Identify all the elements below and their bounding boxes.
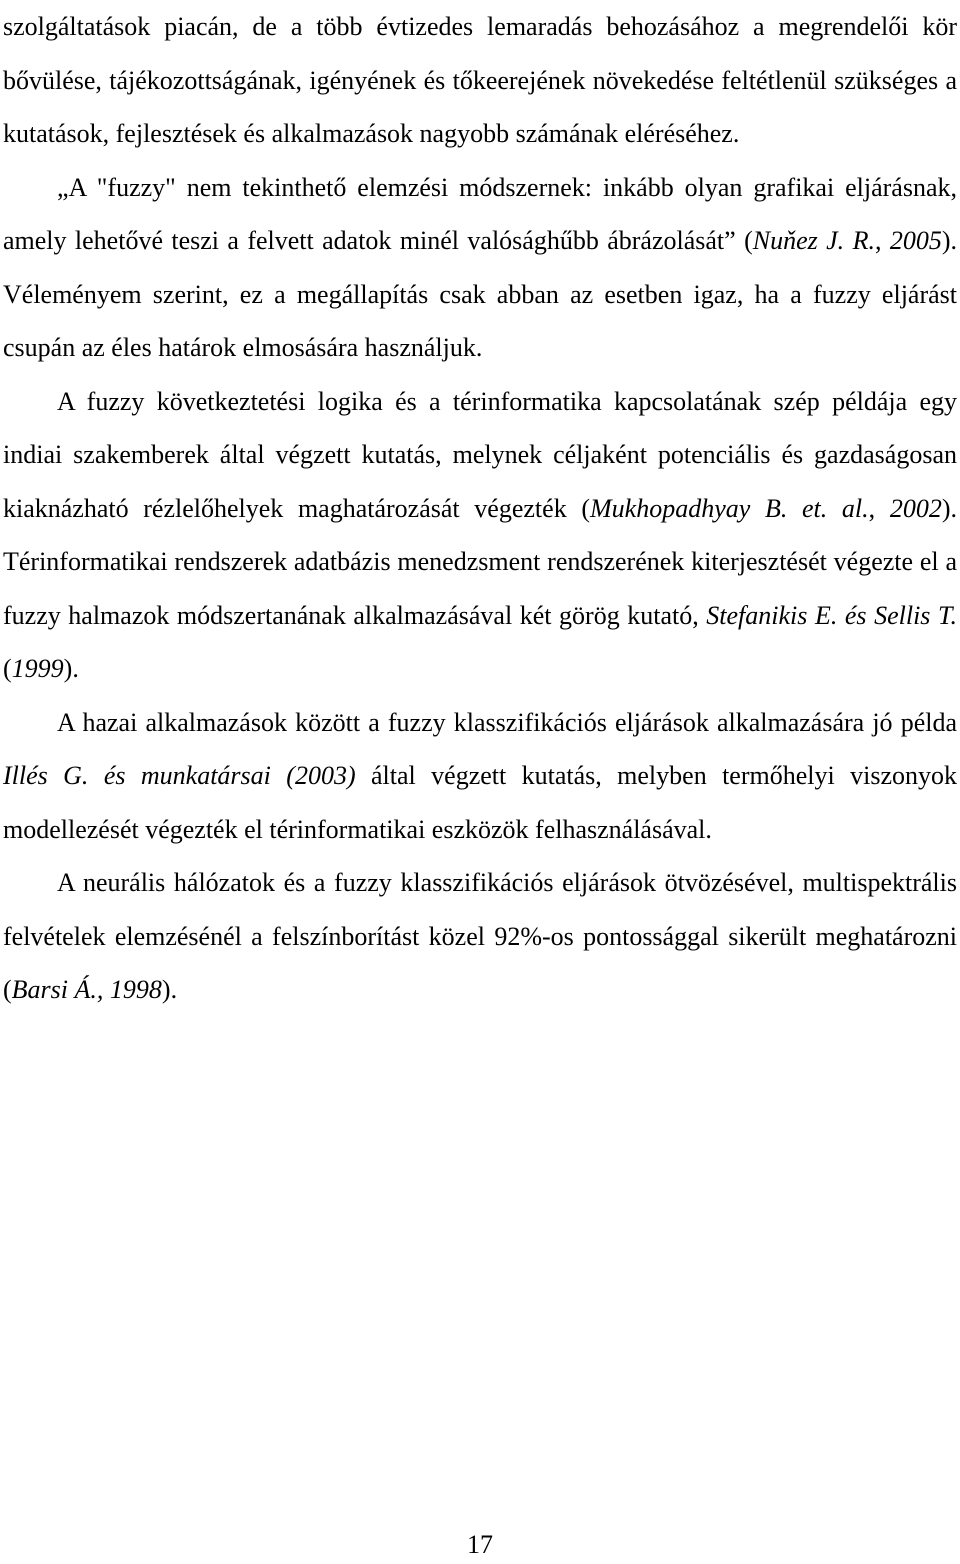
text-run: ). Véleményem szerint, ez a megállapítás csak abban az esetben igaz, ha a fuzzy eljárást csupán az éles határok elmosására használjuk. [3, 226, 958, 362]
page-number: 17 [467, 1530, 493, 1559]
citation-text: 2002 [889, 493, 942, 523]
text-run: ). Térinformatikai rendszerek adatbázis menedzsment rendszerének kiterjesztését végezte el a fuzzy halmazok módszertanának alkalmazásával két görög kutató, [3, 493, 957, 630]
body-text [3, 0, 957, 1017]
text-run: , [874, 226, 890, 255]
text-run: A neurális hálózatok és a fuzzy klasszifikációs eljárások ötvözésével, multispektrális felvételek elemzésénél a felszínborítást közel 92%-os pontossággal sikerült meghatározni ( [3, 868, 957, 1004]
citation-text: Mukhopadhyay B. et. al. [590, 493, 869, 523]
citation-text: 1999 [11, 654, 64, 683]
paragraph [3, 696, 957, 857]
citation-text: 2005 [889, 226, 942, 255]
text-run: ). [161, 975, 178, 1004]
text-run: , [868, 493, 890, 523]
text-run: által végzett kutatás, melyben termőhelyi viszonyok modellezését végezték el térinformatikai eszközök felhasználásával. [3, 761, 957, 844]
text-run: ). [63, 654, 79, 683]
paragraph [3, 161, 957, 375]
text-run: szolgáltatások piacán, de a több évtizedes lemaradás behozásához a megrendelői kör bővülése, tájékozottságának, igényének és tőkeerejének növekedése feltétlenül szükséges a kutatások, fejlesztések és alkalmazások nagyobb számának eléréséhez. [3, 12, 957, 148]
text-run: A hazai alkalmazások között a fuzzy klasszifikációs eljárások alkalmazására jó példa [57, 707, 957, 737]
citation-text: Barsi Á., 1998 [11, 975, 162, 1004]
citation-text: Stefanikis E. és Sellis T. [706, 600, 957, 630]
text-run: A fuzzy következtetési logika és a térinformatika kapcsolatának szép példája egy indiai szakemberek által végzett kutatás, melynek céljaként potenciális és gazdaságosan kiaknázható rézlelőhelyek maghatározását végezték ( [3, 386, 957, 523]
text-run: ( [3, 654, 12, 683]
text-run: „A "fuzzy" nem tekinthető elemzési módszernek: inkább olyan grafikai eljárásnak, amely lehetővé teszi a felvett adatok minél valósághűbb ábrázolását” ( [3, 172, 957, 255]
paragraph [3, 0, 957, 161]
citation-text: Illés G. és munkatársai (2003) [3, 761, 356, 790]
paragraph [3, 375, 957, 696]
paragraph [3, 856, 957, 1017]
citation-text: Nuňez J. R. [752, 226, 875, 255]
